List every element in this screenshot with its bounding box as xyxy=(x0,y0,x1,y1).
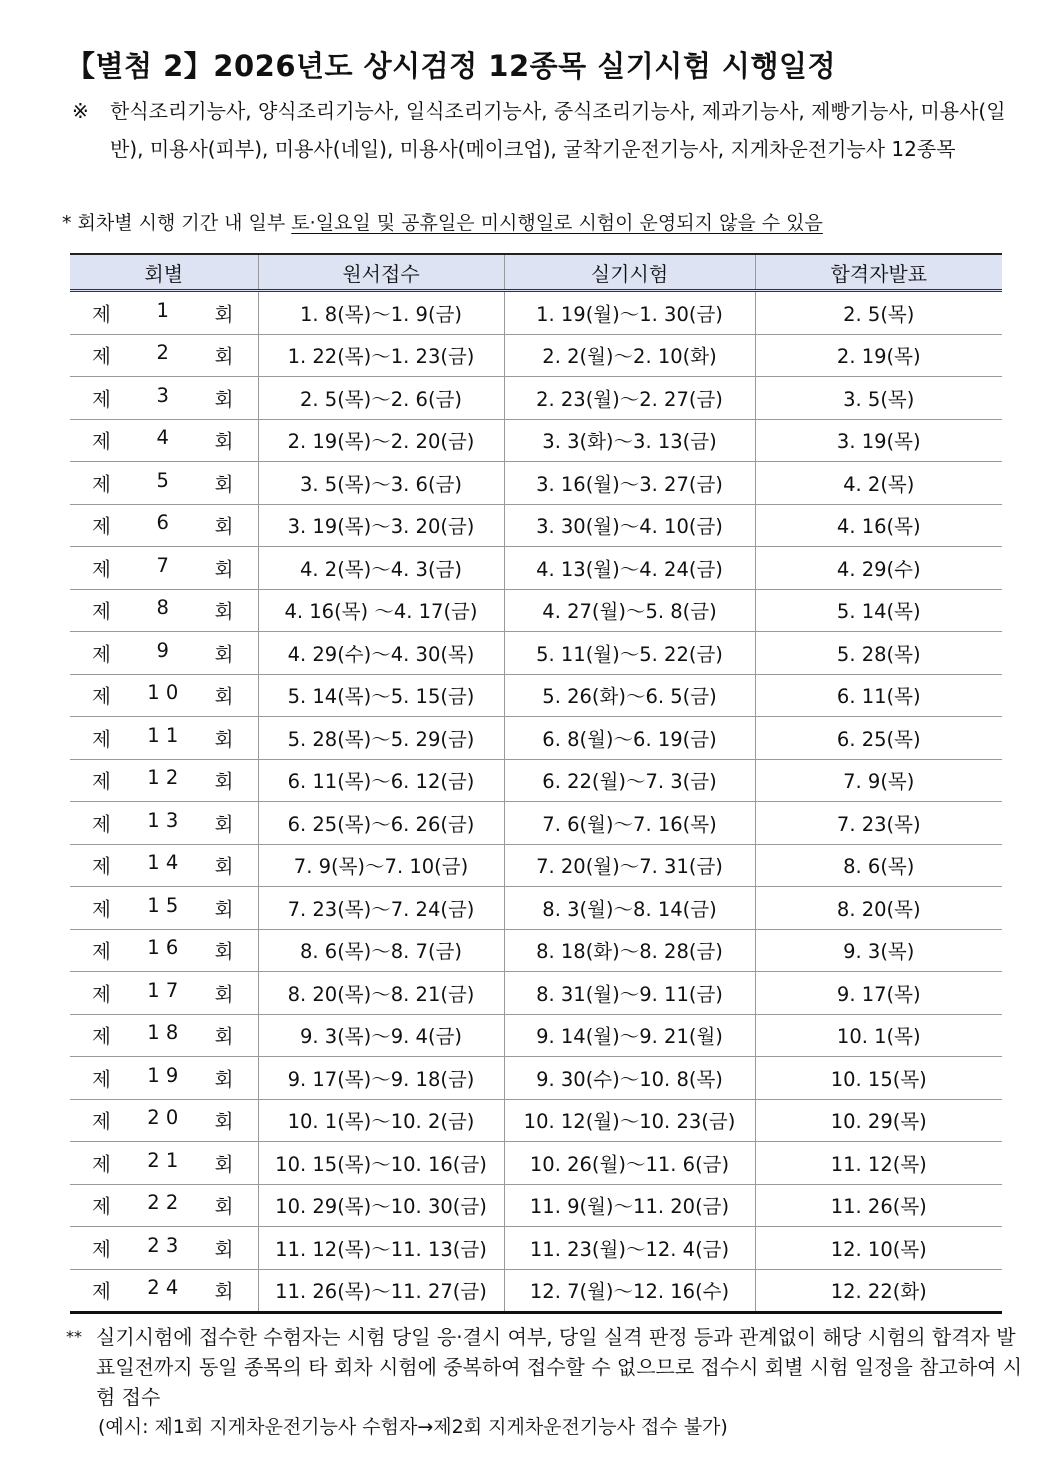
header-application: 원서접수 xyxy=(258,254,504,291)
table-row xyxy=(70,504,1002,547)
round-prefix: 제 xyxy=(92,1237,111,1261)
round-cell xyxy=(70,972,258,1015)
exam-period-cell: 8. 18(화)～8. 28(금) xyxy=(504,929,755,972)
round-cell xyxy=(70,632,258,675)
announcement-date-cell: 7. 9(목) xyxy=(755,759,1002,802)
application-period-cell: 6. 25(목)～6. 26(금) xyxy=(258,802,504,845)
round-prefix: 제 xyxy=(92,345,111,369)
round-prefix: 제 xyxy=(92,685,111,709)
round-number: 1 1 xyxy=(147,723,179,747)
exam-period-cell: 6. 22(월)～7. 3(금) xyxy=(504,759,755,802)
announcement-date-cell: 5. 14(목) xyxy=(755,589,1002,632)
exam-period-cell: 7. 6(월)～7. 16(목) xyxy=(504,802,755,845)
round-number: 9 xyxy=(156,638,169,662)
schedule-table xyxy=(70,253,1002,1314)
schedule-table-body xyxy=(70,291,1002,1313)
round-number: 1 xyxy=(156,298,169,322)
duplicate-application-notice xyxy=(66,1322,1026,1442)
table-row xyxy=(70,1269,1002,1313)
exam-period-cell: 12. 7(월)～12. 16(수) xyxy=(504,1269,755,1313)
table-row xyxy=(70,844,1002,887)
round-cell xyxy=(70,334,258,377)
application-period-cell: 10. 1(목)～10. 2(금) xyxy=(258,1099,504,1142)
round-number: 8 xyxy=(156,596,169,620)
exam-period-cell: 4. 27(월)～5. 8(금) xyxy=(504,589,755,632)
table-row xyxy=(70,1099,1002,1142)
application-period-cell: 4. 29(수)～4. 30(목) xyxy=(258,632,504,675)
announcement-date-cell: 11. 26(목) xyxy=(755,1184,1002,1227)
round-suffix: 회 xyxy=(214,557,234,581)
round-prefix: 제 xyxy=(92,1067,111,1091)
table-row xyxy=(70,929,1002,972)
round-prefix: 제 xyxy=(92,557,111,581)
exam-period-cell: 11. 23(월)～12. 4(금) xyxy=(504,1227,755,1270)
round-number: 1 7 xyxy=(147,978,179,1002)
header-announcement: 합격자발표 xyxy=(755,254,1002,291)
round-prefix: 제 xyxy=(92,515,111,539)
announcement-date-cell: 9. 3(목) xyxy=(755,929,1002,972)
round-suffix: 회 xyxy=(214,302,234,326)
exam-period-cell: 4. 13(월)～4. 24(금) xyxy=(504,547,755,590)
round-cell xyxy=(70,1269,258,1313)
target-items-note xyxy=(72,92,1032,168)
application-period-cell: 10. 29(목)～10. 30(금) xyxy=(258,1184,504,1227)
table-row xyxy=(70,802,1002,845)
round-suffix: 회 xyxy=(214,855,234,879)
round-number: 2 4 xyxy=(147,1276,179,1300)
application-period-cell: 8. 20(목)～8. 21(금) xyxy=(258,972,504,1015)
application-period-cell: 9. 17(목)～9. 18(금) xyxy=(258,1057,504,1100)
announcement-date-cell: 8. 6(목) xyxy=(755,844,1002,887)
notice-underlined-text: 토·일요일 및 공휴일은 미시행일로 시험이 운영되지 않을 수 있음 xyxy=(291,212,823,234)
round-prefix: 제 xyxy=(92,472,111,496)
exam-period-cell: 9. 14(월)～9. 21(월) xyxy=(504,1014,755,1057)
announcement-date-cell: 2. 19(목) xyxy=(755,334,1002,377)
round-suffix: 회 xyxy=(214,1110,234,1134)
round-suffix: 회 xyxy=(214,642,234,666)
announcement-date-cell: 3. 19(목) xyxy=(755,419,1002,462)
round-suffix: 회 xyxy=(214,685,234,709)
round-number: 2 0 xyxy=(147,1106,179,1130)
table-row xyxy=(70,717,1002,760)
application-period-cell: 10. 15(목)～10. 16(금) xyxy=(258,1142,504,1185)
exam-period-cell: 10. 26(월)～11. 6(금) xyxy=(504,1142,755,1185)
round-cell xyxy=(70,1099,258,1142)
round-prefix: 제 xyxy=(92,1152,111,1176)
notice-text: 회차별 시행 기간 내 일부 xyxy=(77,212,292,234)
round-suffix: 회 xyxy=(214,430,234,454)
announcement-date-cell: 4. 29(수) xyxy=(755,547,1002,590)
round-cell xyxy=(70,1142,258,1185)
table-row xyxy=(70,1184,1002,1227)
announcement-date-cell: 6. 11(목) xyxy=(755,674,1002,717)
round-number: 3 xyxy=(156,383,169,407)
round-number: 7 xyxy=(156,553,169,577)
table-row xyxy=(70,589,1002,632)
application-period-cell: 4. 2(목)～4. 3(금) xyxy=(258,547,504,590)
round-prefix: 제 xyxy=(92,727,111,751)
application-period-cell: 3. 19(목)～3. 20(금) xyxy=(258,504,504,547)
round-suffix: 회 xyxy=(214,1025,234,1049)
footer-text: 실기시험에 접수한 수험자는 시험 당일 응·결시 여부, 당일 실격 판정 등과 관계없이 해당 시험의 합격자 발표일전까지 동일 종목의 타 회차 시험에 중복하여 접수할 수 없으므로 접수시 회별 시험 일정을 참고하여 시험 접수 xyxy=(96,1325,1023,1409)
round-prefix: 제 xyxy=(92,600,111,624)
application-period-cell: 1. 8(목)～1. 9(금) xyxy=(258,291,504,335)
round-prefix: 제 xyxy=(92,855,111,879)
exam-period-cell: 6. 8(월)～6. 19(금) xyxy=(504,717,755,760)
application-period-cell: 8. 6(목)～8. 7(금) xyxy=(258,929,504,972)
round-prefix: 제 xyxy=(92,812,111,836)
round-number: 1 9 xyxy=(147,1063,179,1087)
table-row xyxy=(70,972,1002,1015)
round-prefix: 제 xyxy=(92,387,111,411)
round-number: 1 3 xyxy=(147,808,179,832)
round-number: 2 1 xyxy=(147,1148,179,1172)
exam-period-cell: 7. 20(월)～7. 31(금) xyxy=(504,844,755,887)
round-cell xyxy=(70,1184,258,1227)
round-cell xyxy=(70,759,258,802)
announcement-date-cell: 3. 5(목) xyxy=(755,377,1002,420)
application-period-cell: 1. 22(목)～1. 23(금) xyxy=(258,334,504,377)
round-prefix: 제 xyxy=(92,982,111,1006)
round-cell xyxy=(70,291,258,335)
announcement-date-cell: 12. 22(화) xyxy=(755,1269,1002,1313)
announcement-date-cell: 11. 12(목) xyxy=(755,1142,1002,1185)
non-operation-notice xyxy=(62,208,823,235)
round-prefix: 제 xyxy=(92,1025,111,1049)
exam-period-cell: 3. 3(화)～3. 13(금) xyxy=(504,419,755,462)
round-prefix: 제 xyxy=(92,1195,111,1219)
round-number: 2 xyxy=(156,341,169,365)
round-cell xyxy=(70,929,258,972)
exam-period-cell: 5. 26(화)～6. 5(금) xyxy=(504,674,755,717)
round-suffix: 회 xyxy=(214,472,234,496)
exam-period-cell: 2. 2(월)～2. 10(화) xyxy=(504,334,755,377)
announcement-date-cell: 2. 5(목) xyxy=(755,291,1002,335)
table-row xyxy=(70,759,1002,802)
round-number: 4 xyxy=(156,426,169,450)
round-number: 1 0 xyxy=(147,681,179,705)
round-cell xyxy=(70,844,258,887)
round-prefix: 제 xyxy=(92,302,111,326)
announcement-date-cell: 7. 23(목) xyxy=(755,802,1002,845)
application-period-cell: 4. 16(목) ～4. 17(금) xyxy=(258,589,504,632)
round-prefix: 제 xyxy=(92,642,111,666)
round-suffix: 회 xyxy=(214,1152,234,1176)
application-period-cell: 11. 12(목)～11. 13(금) xyxy=(258,1227,504,1270)
application-period-cell: 7. 23(목)～7. 24(금) xyxy=(258,887,504,930)
table-row xyxy=(70,462,1002,505)
round-number: 1 4 xyxy=(147,851,179,875)
exam-period-cell: 8. 3(월)～8. 14(금) xyxy=(504,887,755,930)
table-row xyxy=(70,674,1002,717)
announcement-date-cell: 5. 28(목) xyxy=(755,632,1002,675)
round-suffix: 회 xyxy=(214,897,234,921)
table-row xyxy=(70,419,1002,462)
announcement-date-cell: 12. 10(목) xyxy=(755,1227,1002,1270)
round-prefix: 제 xyxy=(92,897,111,921)
table-row xyxy=(70,1057,1002,1100)
round-cell xyxy=(70,717,258,760)
announcement-date-cell: 10. 29(목) xyxy=(755,1099,1002,1142)
reference-mark: ※ xyxy=(72,99,89,123)
round-prefix: 제 xyxy=(92,1110,111,1134)
round-cell xyxy=(70,887,258,930)
round-cell xyxy=(70,547,258,590)
exam-period-cell: 3. 30(월)～4. 10(금) xyxy=(504,504,755,547)
exam-period-cell: 9. 30(수)～10. 8(목) xyxy=(504,1057,755,1100)
round-cell xyxy=(70,674,258,717)
round-suffix: 회 xyxy=(214,982,234,1006)
exam-period-cell: 5. 11(월)～5. 22(금) xyxy=(504,632,755,675)
round-number: 1 5 xyxy=(147,893,179,917)
application-period-cell: 2. 19(목)～2. 20(금) xyxy=(258,419,504,462)
round-prefix: 제 xyxy=(92,770,111,794)
application-period-cell: 6. 11(목)～6. 12(금) xyxy=(258,759,504,802)
round-prefix: 제 xyxy=(92,430,111,454)
round-suffix: 회 xyxy=(214,600,234,624)
application-period-cell: 2. 5(목)～2. 6(금) xyxy=(258,377,504,420)
table-row xyxy=(70,1014,1002,1057)
round-number: 1 2 xyxy=(147,766,179,790)
target-items-text: 한식조리기능사, 양식조리기능사, 일식조리기능사, 중식조리기능사, 제과기능사, 제빵기능사, 미용사(일반), 미용사(피부), 미용사(네일), 미용사(메이크업), 굴착기운전기능사, 지게차운전기능사 12종목 xyxy=(110,99,1006,161)
round-prefix: 제 xyxy=(92,940,111,964)
round-cell xyxy=(70,1227,258,1270)
round-suffix: 회 xyxy=(214,727,234,751)
table-row xyxy=(70,1142,1002,1185)
announcement-date-cell: 4. 2(목) xyxy=(755,462,1002,505)
round-number: 1 8 xyxy=(147,1021,179,1045)
round-suffix: 회 xyxy=(214,345,234,369)
table-row xyxy=(70,547,1002,590)
application-period-cell: 11. 26(목)～11. 27(금) xyxy=(258,1269,504,1313)
exam-period-cell: 3. 16(월)～3. 27(금) xyxy=(504,462,755,505)
round-suffix: 회 xyxy=(214,515,234,539)
notice-mark: * xyxy=(62,212,72,234)
round-cell xyxy=(70,419,258,462)
exam-period-cell: 11. 9(월)～11. 20(금) xyxy=(504,1184,755,1227)
round-number: 2 2 xyxy=(147,1191,179,1215)
round-cell xyxy=(70,377,258,420)
footer-example: (예시: 제1회 지게차운전기능사 수험자→제2회 지게차운전기능사 접수 불가) xyxy=(98,1416,728,1438)
footer-mark: ** xyxy=(66,1327,82,1346)
round-suffix: 회 xyxy=(214,1195,234,1219)
round-suffix: 회 xyxy=(214,812,234,836)
exam-period-cell: 1. 19(월)～1. 30(금) xyxy=(504,291,755,335)
round-cell xyxy=(70,1057,258,1100)
round-suffix: 회 xyxy=(214,1067,234,1091)
announcement-date-cell: 9. 17(목) xyxy=(755,972,1002,1015)
round-cell xyxy=(70,1014,258,1057)
round-number: 1 6 xyxy=(147,936,179,960)
round-suffix: 회 xyxy=(214,387,234,411)
document-title: 【별첨 2】2026년도 상시검정 12종목 실기시험 시행일정 xyxy=(66,49,836,83)
round-number: 6 xyxy=(156,511,169,535)
round-suffix: 회 xyxy=(214,1237,234,1261)
round-number: 5 xyxy=(156,468,169,492)
round-cell xyxy=(70,504,258,547)
round-suffix: 회 xyxy=(214,1280,234,1304)
exam-period-cell: 10. 12(월)～10. 23(금) xyxy=(504,1099,755,1142)
round-prefix: 제 xyxy=(92,1280,111,1304)
table-row xyxy=(70,1227,1002,1270)
exam-period-cell: 8. 31(월)～9. 11(금) xyxy=(504,972,755,1015)
table-row xyxy=(70,887,1002,930)
application-period-cell: 5. 14(목)～5. 15(금) xyxy=(258,674,504,717)
application-period-cell: 5. 28(목)～5. 29(금) xyxy=(258,717,504,760)
announcement-date-cell: 10. 15(목) xyxy=(755,1057,1002,1100)
table-row xyxy=(70,334,1002,377)
table-row xyxy=(70,632,1002,675)
header-exam: 실기시험 xyxy=(504,254,755,291)
application-period-cell: 7. 9(목)～7. 10(금) xyxy=(258,844,504,887)
round-suffix: 회 xyxy=(214,940,234,964)
round-number: 2 3 xyxy=(147,1233,179,1257)
application-period-cell: 3. 5(목)～3. 6(금) xyxy=(258,462,504,505)
round-suffix: 회 xyxy=(214,770,234,794)
round-cell xyxy=(70,589,258,632)
table-row xyxy=(70,291,1002,335)
announcement-date-cell: 8. 20(목) xyxy=(755,887,1002,930)
table-row xyxy=(70,377,1002,420)
announcement-date-cell: 6. 25(목) xyxy=(755,717,1002,760)
table-header-row xyxy=(70,254,1002,291)
header-round: 회별 xyxy=(70,254,258,291)
announcement-date-cell: 4. 16(목) xyxy=(755,504,1002,547)
exam-period-cell: 2. 23(월)～2. 27(금) xyxy=(504,377,755,420)
round-cell xyxy=(70,802,258,845)
round-cell xyxy=(70,462,258,505)
announcement-date-cell: 10. 1(목) xyxy=(755,1014,1002,1057)
application-period-cell: 9. 3(목)～9. 4(금) xyxy=(258,1014,504,1057)
